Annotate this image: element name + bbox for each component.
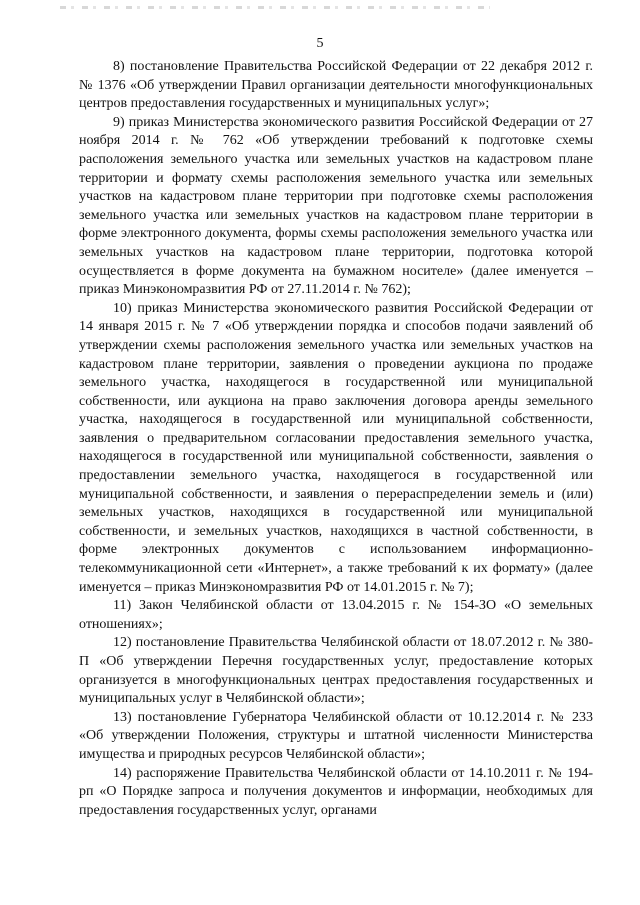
list-item-10: 10) приказ Министерства экономического развития Российской Федерации от 14 января 2015 г. № 7 «Об утверждении порядка и способов подачи заявлений об утверждении схемы расположения земельного участка или земельных участков на кадастровом плане территории, заявления о проведении аукциона по продаже земельного участка, находящегося в государственной или муниципальной собственности, или аукциона на право заключения договора аренды земельного участка, находящегося в государственной или муниципальной собственности, заявления о предварительном согласовании предоставления земельного участка, находящегося в государственной или муниципальной собственности, заявления о предоставлении земельного участка, находящегося в государственной или муниципальной собственности, и заявления о перераспределении земель и (или) земельных участков, находящихся в государственной или муниципальной собственности, и земельных участков, находящихся в частной собственности, в форме электронных документов с использованием информационно-телекоммуникационной сети «Интернет», а также требований к их формату» (далее именуется – приказ Минэкономразвития РФ от 14.01.2015 г. № 7); — [79, 300, 593, 595]
list-item-12: 12) постановление Правительства Челябинской области от 18.07.2012 г. № 380-П «Об утверждении Перечня государственных услуг, предоставление которых организуется в многофункциональных центрах предоставления государственных и муниципальных услуг в Челябинской области»; — [79, 635, 593, 707]
list-item-8: 8) постановление Правительства Российской Федерации от 22 декабря 2012 г. № 1376 «Об утверждении Правил организации деятельности многофункциональных центров предоставления государственных и муниципальных услуг»; — [79, 59, 593, 112]
scan-artifact-line — [60, 6, 490, 9]
page-number: 5 — [316, 36, 324, 51]
list-item-13: 13) постановление Губернатора Челябинской области от 10.12.2014 г. № 233 «Об утверждении Положения, структуры и штатной численности Министерства имущества и природных ресурсов Челябинской области»; — [79, 709, 593, 762]
list-item-9: 9) приказ Министерства экономического развития Российской Федерации от 27 ноября 2014 г. № 762 «Об утверждении требований к подготовке схемы расположения земельного участка или земельных участков на кадастровом плане территории и формату схемы расположения земельного участка или земельных участков на кадастровом плане территории при подготовке схемы расположения земельного участка или земельных участков на кадастровом плане территории в форме электронного документа, формы схемы расположения земельного участка или земельных участков на кадастровом плане территории, подготовка которой осуществляется в форме документа на бумажном носителе» (далее именуется – приказ Минэкономразвития РФ от 27.11.2014 г. № 762); — [79, 114, 593, 298]
document-body — [79, 58, 593, 820]
list-item-14: 14) распоряжение Правительства Челябинской области от 14.10.2011 г. № 194-рп «О Порядке запроса и получения документов и информации, необходимых для предоставления государственных услуг, органами — [79, 765, 593, 818]
list-item-11: 11) Закон Челябинской области от 13.04.2015 г. № 154-ЗО «О земельных отношениях»; — [79, 598, 593, 632]
